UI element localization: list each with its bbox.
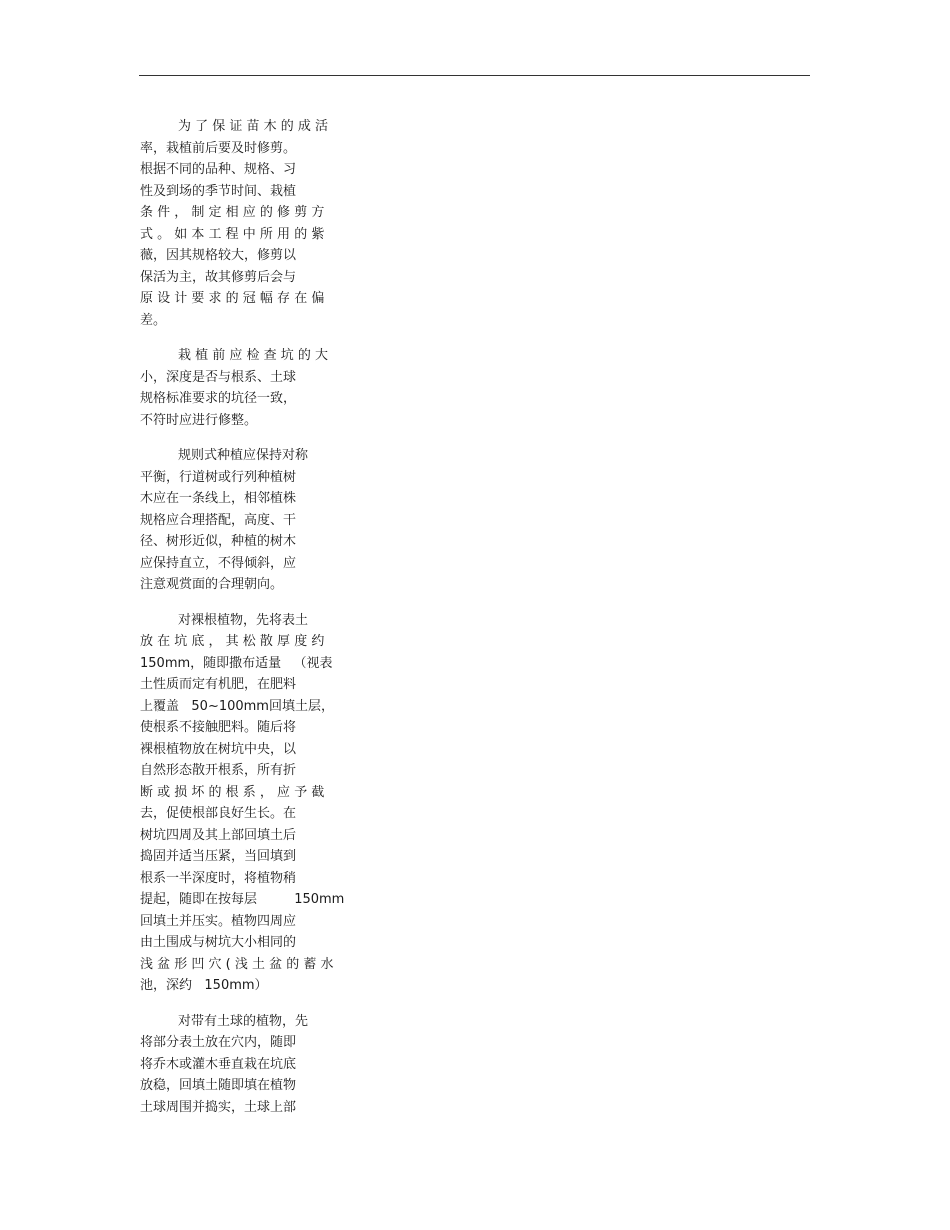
text-line: 提起，随即在按每层 150mm — [140, 892, 345, 907]
text-line: 为 了 保 证 苗 木 的 成 活 — [178, 119, 329, 134]
text-line: 上覆盖 50~100mm回填土层， — [140, 698, 334, 714]
text-line: 将乔木或灌木垂直栽在坑底 — [140, 1056, 297, 1072]
text-line: 条 件 ， 制 定 相 应 的 修 剪 方 — [140, 205, 325, 220]
text-line: 自然形态散开根系，所有折 — [140, 763, 297, 778]
text-line: 径、树形近似，种植的树木 — [140, 534, 297, 549]
text-line: 使根系不接触肥料。随后将 — [140, 720, 297, 735]
text-line: 原 设 计 要 求 的 冠 幅 存 在 偏 — [140, 291, 325, 306]
paragraph-root-ball — [140, 1011, 380, 1119]
text-line: 规格应合理搭配，高度、干 — [140, 512, 297, 528]
text-line: 将部分表土放在穴内，随即 — [140, 1035, 297, 1050]
text-line: 性及到场的季节时间、栽植 — [140, 183, 297, 199]
text-line: 应保持直立，不得倾斜，应 — [140, 555, 297, 571]
text-line: 放 在 坑 底 ， 其 松 散 厚 度 约 — [140, 634, 325, 649]
text-line: 放稳，回填土随即填在植物 — [140, 1078, 297, 1093]
text-line: 捣固并适当压紧，当回填到 — [140, 849, 297, 864]
text-line: 回填土并压实。植物四周应 — [140, 913, 297, 929]
header-rule — [139, 75, 810, 76]
text-line: 平衡，行道树或行列种植树 — [140, 469, 297, 485]
text-line: 浅 盆 形 凹 穴 ( 浅 土 盆 的 蓄 水 — [140, 956, 334, 972]
text-line: 对裸根植物，先将表土 — [178, 612, 309, 628]
paragraph-pruning — [140, 116, 380, 331]
text-line: 150mm，随即撒布适量 （视表 — [140, 655, 333, 671]
text-line: 去，促使根部良好生长。在 — [140, 806, 297, 821]
text-line: 注意观赏面的合理朝向。 — [140, 577, 284, 592]
text-line: 规格标准要求的坑径一致， — [140, 391, 297, 406]
text-line: 薇，因其规格较大，修剪以 — [140, 248, 297, 263]
text-line: 保活为主，故其修剪后会与 — [140, 269, 297, 285]
text-line: 裸根植物放在树坑中央，以 — [140, 741, 297, 757]
text-line: 规则式种植应保持对称 — [178, 448, 309, 463]
text-line: 断 或 损 坏 的 根 系 ， 应 予 截 — [140, 784, 325, 800]
text-line: 土性质而定有机肥，在肥料 — [140, 677, 297, 692]
text-line: 不符时应进行修整。 — [140, 412, 258, 428]
text-line: 栽 植 前 应 检 查 坑 的 大 — [178, 348, 329, 363]
text-line: 木应在一条线上，相邻植株 — [140, 491, 297, 506]
text-line: 根系一半深度时，将植物稍 — [140, 870, 297, 886]
text-line: 小，深度是否与根系、土球 — [140, 369, 297, 385]
text-line: 差。 — [140, 312, 167, 328]
text-line: 池，深约 150mm） — [140, 978, 268, 993]
paragraph-formal-planting — [140, 445, 380, 596]
text-line: 由土围成与树坑大小相同的 — [140, 935, 297, 950]
text-column — [140, 116, 380, 1132]
text-line: 式 。 如 本 工 程 中 所 用 的 紫 — [140, 226, 325, 242]
text-line: 土球周围并捣实，土球上部 — [140, 1099, 297, 1115]
paragraph-pit-check — [140, 345, 380, 431]
text-line: 率，栽植前后要及时修剪。 — [140, 140, 297, 156]
text-line: 对带有土球的植物，先 — [178, 1013, 309, 1029]
text-line: 根据不同的品种、规格、习 — [140, 162, 297, 177]
paragraph-bare-root — [140, 610, 380, 997]
text-line: 树坑四周及其上部回填土后 — [140, 827, 297, 843]
